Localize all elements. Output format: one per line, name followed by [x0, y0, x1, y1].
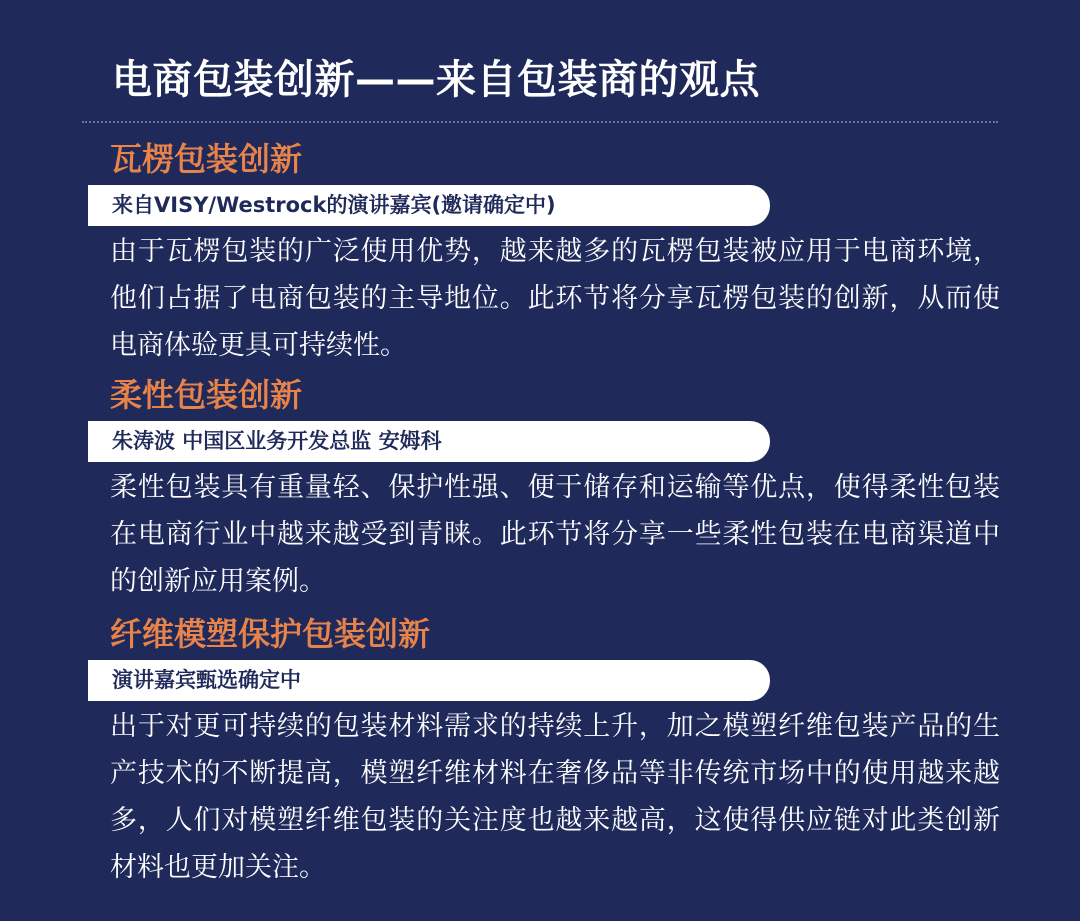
- dotted-divider: [82, 121, 998, 123]
- speaker-label: 来自VISY/Westrock的演讲嘉宾(邀请确定中): [112, 193, 556, 217]
- speaker-pill: [88, 660, 770, 701]
- speaker-pill: [88, 421, 770, 462]
- section-heading: 瓦楞包装创新: [110, 140, 303, 178]
- page-title: 电商包装创新——来自包装商的观点: [112, 57, 760, 103]
- section-heading: 纤维模塑保护包装创新: [110, 615, 431, 653]
- speaker-label: 演讲嘉宾甄选确定中: [112, 668, 301, 692]
- section-body: 柔性包装具有重量轻、保护性强、便于储存和运输等优点，使得柔性包装在电商行业中越来越受到青睐。此环节将分享一些柔性包装在电商渠道中的创新应用案例。: [110, 472, 1000, 597]
- speaker-pill: [88, 185, 770, 226]
- section-body: 出于对更可持续的包装材料需求的持续上升，加之模塑纤维包装产品的生产技术的不断提高，模塑纤维材料在奢侈品等非传统市场中的使用越来越多，人们对模塑纤维包装的关注度也越来越高，这使得供应链对此类创新材料也更加关注。: [110, 711, 1000, 883]
- section-heading: 柔性包装创新: [110, 376, 303, 414]
- speaker-label: 朱涛波 中国区业务开发总监 安姆科: [112, 429, 442, 453]
- section-body: 由于瓦楞包装的广泛使用优势，越来越多的瓦楞包装被应用于电商环境，他们占据了电商包装的主导地位。此环节将分享瓦楞包装的创新，从而使电商体验更具可持续性。: [110, 236, 1000, 361]
